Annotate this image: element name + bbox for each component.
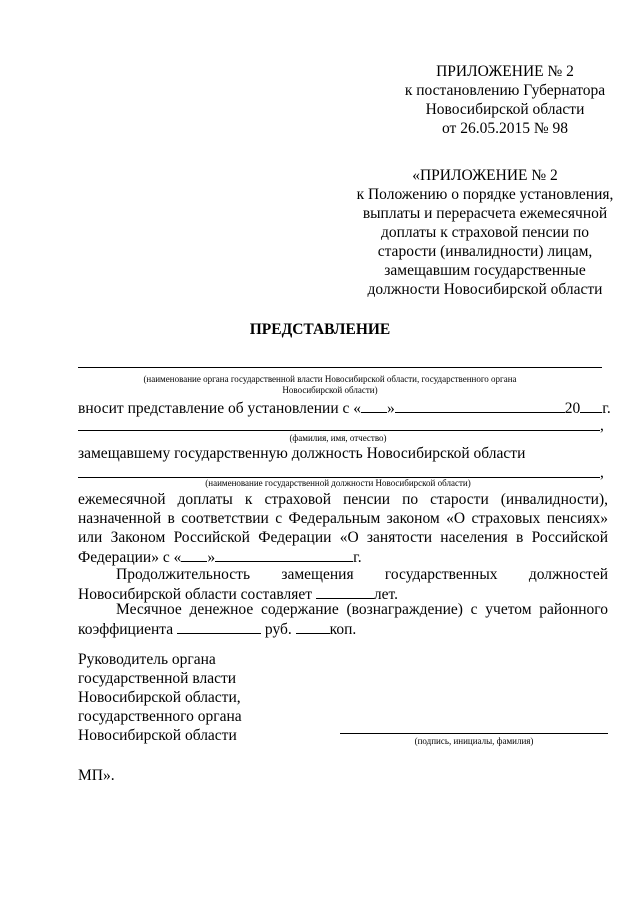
fio-line-comma: ,	[600, 417, 604, 434]
paragraph-line: Федерации» с « » г.	[78, 549, 362, 566]
month-blank	[395, 398, 565, 413]
appendix-line: Новосибирской области	[425, 101, 585, 118]
paragraph-line: или Законом Российской Федерации «О занятости населения в Российской	[78, 529, 608, 546]
date-blank	[215, 547, 353, 562]
organ-name-line	[78, 367, 602, 368]
signer-line: государственного органа	[78, 708, 242, 725]
appendix-title: ПРИЛОЖЕНИЕ № 2	[436, 63, 574, 80]
signer-line: Новосибирской области	[78, 727, 237, 744]
regulation-appendix-line: должности Новосибирской области	[367, 281, 603, 298]
paragraph-line: Месячное денежное содержание (вознаграждение) с учетом районного	[116, 601, 608, 618]
appendix-line: к постановлению Губернатора	[404, 82, 606, 99]
position-line-comma: ,	[600, 464, 604, 481]
document-heading: ПРЕДСТАВЛЕНИЕ	[249, 321, 391, 338]
signature-caption: (подпись, инициалы, фамилия)	[414, 736, 534, 746]
kopecks-blank	[296, 619, 330, 634]
paragraph-supplement	[78, 490, 608, 567]
appendix-header	[380, 62, 630, 138]
appendix-date-number: от 26.05.2015 № 98	[442, 120, 568, 137]
paragraph-salary	[78, 600, 608, 639]
day-blank	[361, 398, 387, 413]
rubles-blank	[177, 619, 261, 634]
paragraph-line: назначенной в соответствии с Федеральным законом «О страховых пенсиях»	[78, 510, 608, 527]
fio-caption: (фамилия, имя, отчество)	[289, 433, 387, 443]
signer-line: Новосибирской области,	[78, 689, 241, 706]
organ-name-caption: (наименование органа государственной власти Новосибирской области, государственного органа Новосибирской области)	[143, 374, 517, 395]
paragraph-line: коэффициента руб. коп.	[78, 621, 357, 638]
paragraph-duration	[78, 565, 608, 604]
regulation-appendix-line: старости (инвалидности) лицам,	[377, 243, 593, 260]
signer-line: Руководитель органа	[78, 651, 216, 668]
regulation-appendix-line: к Положению о порядке установления,	[356, 186, 614, 203]
regulation-appendix-line: замещавшим государственные	[384, 262, 586, 279]
intro-line: вносит представление об установлении с « » 20 г.	[78, 400, 611, 417]
paragraph-line: Новосибирской области составляет лет.	[78, 586, 398, 603]
regulation-appendix-header	[340, 166, 630, 299]
signer-block	[78, 650, 242, 745]
year-blank	[580, 398, 602, 413]
paragraph-line: ежемесячной доплаты к страховой пенсии по старости (инвалидности),	[78, 491, 608, 508]
regulation-appendix-line: выплаты и перерасчета ежемесячной	[362, 205, 608, 222]
paragraph-line: Продолжительность замещения государственных должностей	[116, 566, 608, 583]
position-line-text: замещавшему государственную должность Новосибирской области	[78, 445, 526, 462]
fio-line	[78, 430, 600, 431]
position-caption: (наименование государственной должности Новосибирской области)	[205, 478, 471, 488]
day-blank	[181, 547, 207, 562]
regulation-appendix-line: доплаты к страховой пенсии по	[381, 224, 589, 241]
signature-line	[340, 733, 608, 734]
years-blank	[316, 584, 374, 599]
signer-line: государственной власти	[78, 670, 237, 687]
regulation-appendix-title: «ПРИЛОЖЕНИЕ № 2	[412, 167, 558, 184]
stamp-placeholder: МП».	[78, 767, 115, 784]
